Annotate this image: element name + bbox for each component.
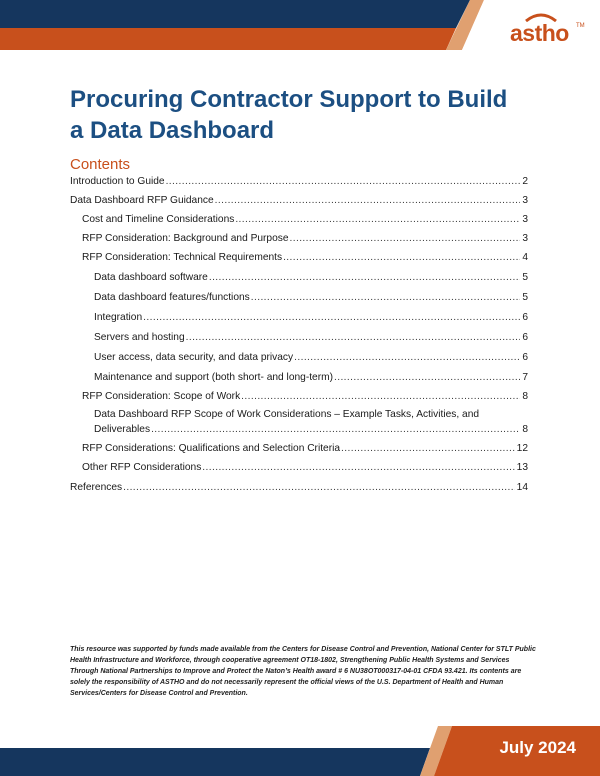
toc-entry[interactable] <box>70 312 528 328</box>
toc-entry-title: Introduction to Guide <box>70 176 165 187</box>
toc-entry[interactable] <box>70 252 528 268</box>
toc-leader-dots <box>123 482 515 493</box>
toc-entry-page: 2 <box>522 176 528 187</box>
toc-entry-title: RFP Consideration: Technical Requirements <box>82 252 283 263</box>
toc-entry-page: 8 <box>522 391 528 402</box>
toc-entry-page: 5 <box>522 272 528 283</box>
toc-entry-title: References <box>70 482 123 493</box>
toc-entry[interactable] <box>70 195 528 211</box>
toc-leader-dots <box>294 352 520 363</box>
toc-entry-title-line-1[interactable]: Data Dashboard RFP Scope of Work Considerations – Example Tasks, Activities, and <box>94 409 480 420</box>
toc-entry[interactable] <box>70 424 528 440</box>
toc-entry-title: Data dashboard features/functions <box>94 292 250 303</box>
toc-entry-page: 3 <box>522 233 528 244</box>
toc-entry-title: Other RFP Considerations <box>82 462 202 473</box>
toc-entry-title: User access, data security, and data privacy <box>94 352 294 363</box>
document-title <box>70 84 510 146</box>
toc-leader-dots <box>341 443 515 454</box>
toc-leader-dots <box>209 272 520 283</box>
toc-leader-dots <box>290 233 521 244</box>
toc-entry-page: 8 <box>522 424 528 435</box>
toc-entry[interactable] <box>70 482 528 498</box>
toc-entry-page: 12 <box>516 443 528 454</box>
toc-entry-page: 3 <box>522 214 528 225</box>
toc-leader-dots <box>202 462 514 473</box>
toc-leader-dots <box>166 176 521 187</box>
toc-leader-dots <box>186 332 521 343</box>
toc-entry[interactable] <box>70 214 528 230</box>
title-line-1: Procuring Contractor Support to Build <box>70 86 508 113</box>
toc-entry-page: 6 <box>522 312 528 323</box>
title-line-2: a Data Dashboard <box>70 117 275 144</box>
toc-leader-dots <box>251 292 521 303</box>
toc-leader-dots <box>283 252 520 263</box>
toc-entry[interactable] <box>70 292 528 308</box>
toc-entry[interactable] <box>70 176 528 192</box>
toc-entry-title: Maintenance and support (both short- and long-term) <box>94 372 333 383</box>
publication-date: July 2024 <box>499 738 576 757</box>
toc-entry-page: 13 <box>516 462 528 473</box>
toc-leader-dots <box>215 195 521 206</box>
toc-entry-page: 5 <box>522 292 528 303</box>
toc-leader-dots <box>151 424 520 435</box>
toc-entry-page: 6 <box>522 352 528 363</box>
toc-entry[interactable] <box>70 332 528 348</box>
toc-entry-title: Integration <box>94 312 143 323</box>
toc-entry-title: Cost and Timeline Considerations <box>82 214 235 225</box>
toc-entry[interactable] <box>70 391 528 407</box>
toc-entry-page: 7 <box>522 372 528 383</box>
contents-heading: Contents <box>70 156 131 173</box>
toc-leader-dots <box>143 312 520 323</box>
toc-leader-dots <box>235 214 520 225</box>
toc-entry[interactable] <box>70 462 528 478</box>
toc-leader-dots <box>241 391 520 402</box>
toc-entry-page: 4 <box>522 252 528 263</box>
toc-entry-page: 14 <box>516 482 528 493</box>
toc-entry[interactable] <box>70 372 528 388</box>
toc-entry[interactable] <box>70 352 528 368</box>
toc-entry[interactable] <box>70 272 528 288</box>
toc-entry[interactable] <box>70 233 528 249</box>
toc-entry-page: 3 <box>522 195 528 206</box>
logo-trademark: TM <box>576 23 585 29</box>
toc-entry-title: Servers and hosting <box>94 332 185 343</box>
toc-entry-title: Deliverables <box>94 424 151 435</box>
funding-disclaimer: This resource was supported by funds made available from the Centers for Disease Control and Prevention, National Center for STLT Public Health Infrastructure and Workforce, through cooperative agreement OT18-1802, Strengthening Public Health Systems and Services Through National Partnerships to Improve and Protect the Naton’s Health award # 6 NU38OT000317-04-01 CFDA 93.421. Its contents are solely the responsibility of ASTHO and do not necessarily represent the official views of the U.S. Department of Health and Human Services/Centers for Disease Control and Prevention. <box>70 646 536 697</box>
toc-entry-title: Data Dashboard RFP Guidance <box>70 195 214 206</box>
toc-leader-dots <box>334 372 520 383</box>
logo-wordmark: astho <box>510 20 569 46</box>
toc-entry-title: RFP Considerations: Qualifications and Selection Criteria <box>82 443 341 454</box>
toc-entry[interactable] <box>70 443 528 459</box>
astho-logo <box>510 10 590 50</box>
toc-entry-title: RFP Consideration: Background and Purpose <box>82 233 289 244</box>
toc-entry-page: 6 <box>522 332 528 343</box>
toc-entry-title: Data dashboard software <box>94 272 208 283</box>
toc-entry-title: RFP Consideration: Scope of Work <box>82 391 241 402</box>
